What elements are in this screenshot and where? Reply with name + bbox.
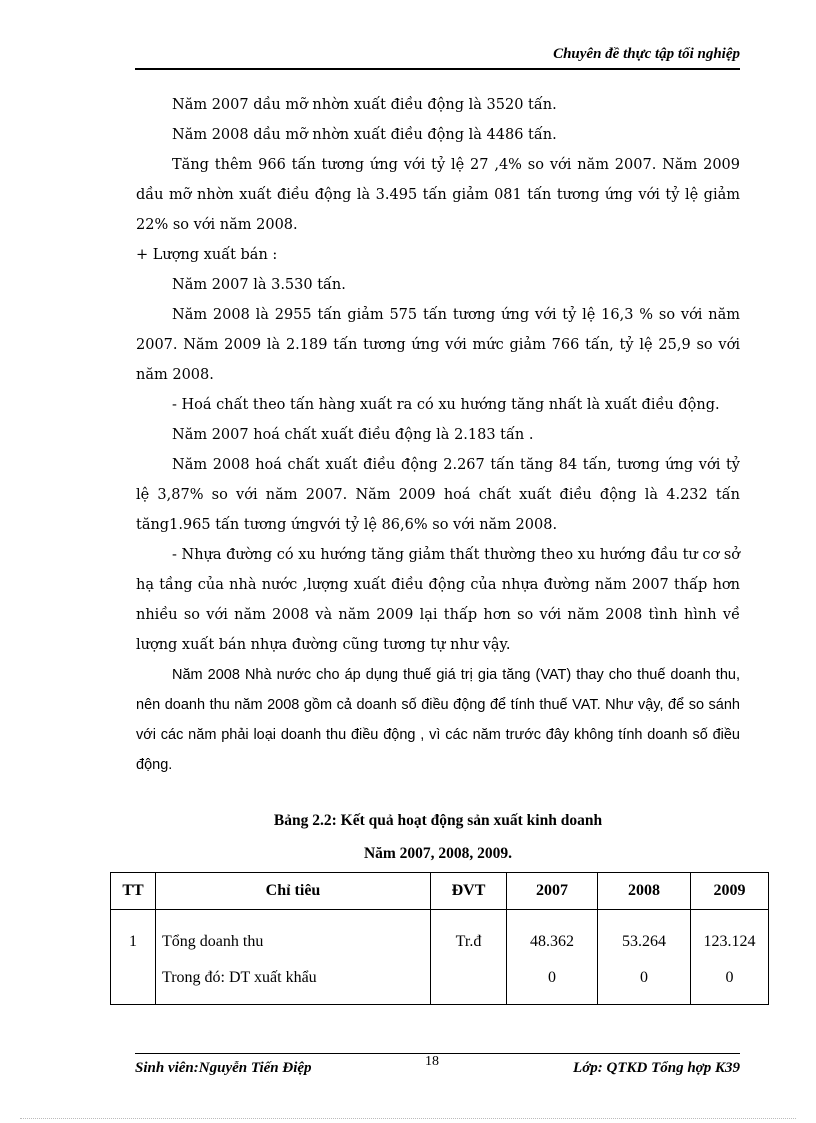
paragraph: Năm 2007 là 3.530 tấn.	[172, 277, 346, 293]
paragraph: Tăng thêm 966 tấn tương ứng với tỷ lệ 27 ,4% so với năm 2007. Năm 2009 dầu mỡ nhờn xuất điều động là 3.495 tấn giảm 081 tấn tương ứng với tỷ lệ giảm 22% so với năm 2008.	[136, 157, 740, 233]
cell-2007: 48.362 0	[507, 910, 598, 1005]
cell-tt: 1	[111, 910, 156, 1005]
paragraph: + Lượng xuất bán :	[136, 247, 278, 263]
col-tt: TT	[111, 873, 156, 910]
footer-student: Sinh viên:Nguyễn Tiến Điệp	[135, 1060, 312, 1076]
paragraph: Năm 2008 Nhà nước cho áp dụng thuế giá trị gia tăng (VAT) thay cho thuế doanh thu, nên doanh thu năm 2008 gồm cả doanh số điều động để tính thuế VAT. Như vậy, để so sánh với các năm phải loại doanh thu điều động , vì các năm trước đây không tính doanh số điều động.	[136, 667, 740, 773]
page-footer	[135, 1053, 740, 1084]
page-bottom-divider	[20, 1118, 796, 1119]
paragraph: - Nhựa đường có xu hướng tăng giảm thất thường theo xu hướng đầu tư cơ sở hạ tầng của nhà nước ,lượng xuất điều động của nhựa đường năm 2007 thấp hơn nhiều so với năm 2008 và năm 2009 lại thấp hơn so với năm 2008 tình hình về lượng xuất bán nhựa đường cũng tương tự như vậy.	[136, 547, 740, 653]
table-row	[111, 910, 769, 1005]
body-text	[136, 90, 740, 780]
paragraph: - Hoá chất theo tấn hàng xuất ra có xu hướng tăng nhất là xuất điều động.	[172, 397, 720, 413]
col-2007: 2007	[507, 873, 598, 910]
cell-unit: Tr.đ	[431, 910, 507, 1005]
col-chi-tieu: Chỉ tiêu	[156, 873, 431, 910]
paragraph: Năm 2008 hoá chất xuất điều động 2.267 tấn tăng 84 tấn, tương ứng với tỷ lệ 3,87% so với năm 2007. Năm 2009 hoá chất xuất điều động là 4.232 tấn tăng1.965 tấn tương ứngvới tỷ lệ 86,6% so với năm 2008.	[136, 457, 740, 533]
paragraph: Năm 2008 là 2955 tấn giảm 575 tấn tương ứng với tỷ lệ 16,3 % so với năm 2007. Năm 2009 là 2.189 tấn tương ứng với mức giảm 766 tấn, tỷ lệ 25,9 so với năm 2008.	[136, 307, 740, 383]
cell-2008: 53.264 0	[598, 910, 691, 1005]
table-header-row	[111, 873, 769, 910]
page-number: 18	[425, 1054, 439, 1069]
col-2008: 2008	[598, 873, 691, 910]
paragraph: Năm 2007 hoá chất xuất điều động là 2.183 tấn .	[172, 427, 534, 443]
item-total-revenue: Tổng doanh thu	[162, 933, 264, 950]
page-header	[135, 44, 740, 70]
cell-chi-tieu	[156, 910, 431, 1005]
table-caption-line1: Bảng 2.2: Kết quả hoạt động sản xuất kinh doanh	[273, 812, 603, 829]
col-2009: 2009	[691, 873, 769, 910]
footer-class: Lớp: QTKD Tổng hợp K39	[573, 1060, 740, 1076]
table-caption-line2: Năm 2007, 2008, 2009.	[363, 845, 513, 862]
item-export-revenue: Trong đó: DT xuất khẩu	[162, 969, 317, 986]
cell-2009: 123.124 0	[691, 910, 769, 1005]
paragraph: Năm 2008 dầu mỡ nhờn xuất điều động là 4486 tấn.	[172, 127, 557, 143]
results-table	[110, 872, 769, 1005]
col-dvt: ĐVT	[431, 873, 507, 910]
paragraph: Năm 2007 dầu mỡ nhờn xuất điều động là 3520 tấn.	[172, 97, 557, 113]
header-title: Chuyên đề thực tập tối nghiệp	[553, 46, 740, 62]
